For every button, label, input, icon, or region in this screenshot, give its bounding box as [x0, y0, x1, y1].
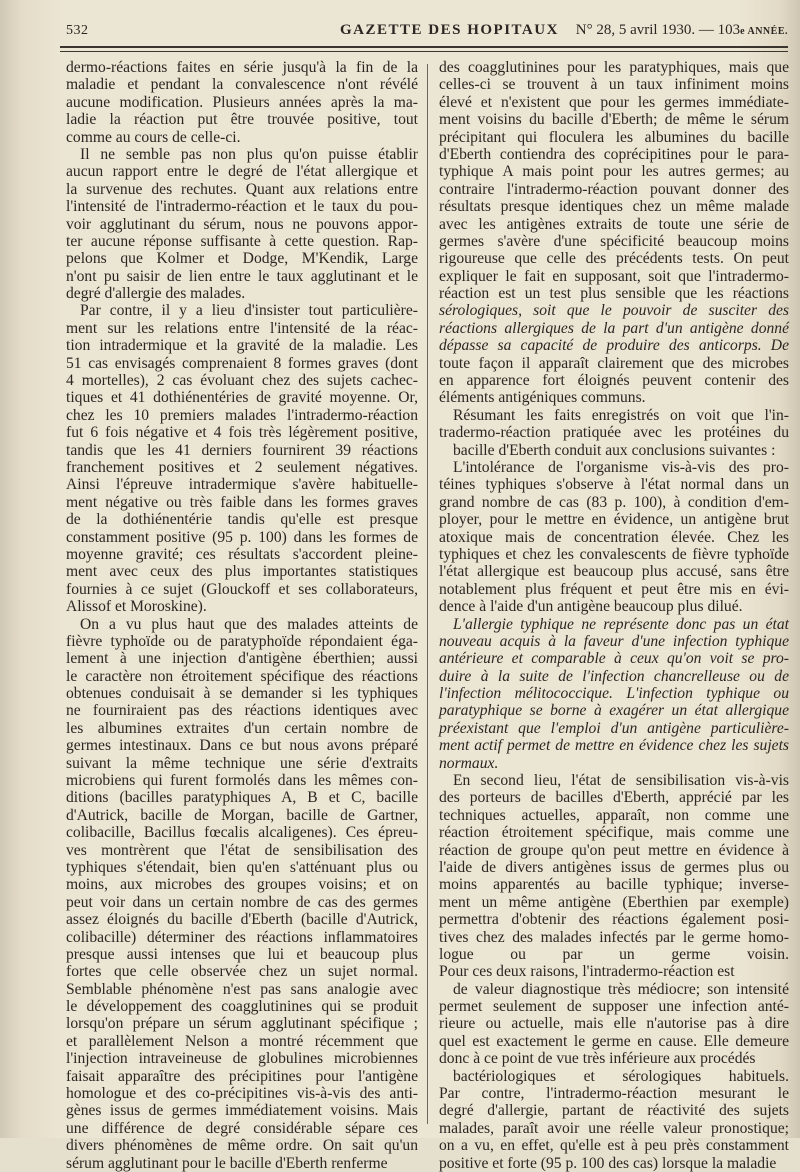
text-line: élevé et n'existent que pour les germes immédiate- — [439, 93, 789, 111]
journal-title: GAZETTE DES HOPITAUX — [340, 22, 559, 38]
text-line: moins apparentés au bacille typhique; inverse- — [439, 876, 789, 894]
text-line: constamment positive (95 p. 100) dans les formes de — [66, 528, 418, 546]
column-divider — [427, 64, 428, 1124]
text-line: ment actif permet de mettre en évidence chez les sujets — [439, 737, 789, 755]
text-line: atoxique mais de concentration élevée. Chez les — [439, 528, 789, 546]
text-line: donc à ce point de vue très inférieure aux procédés — [439, 1050, 756, 1068]
issue-info — [576, 22, 788, 39]
text-line: chez les 10 premiers malades l'intradermo-réaction — [66, 406, 418, 424]
text-line: l'état allergique est beaucoup plus accusé, sans être — [439, 563, 789, 581]
text-line: de valeur diagnostique très médiocre; son intensité — [453, 980, 789, 998]
text-line: dermo-réactions faites en série jusqu'à la fin de la — [66, 59, 418, 76]
text-line: sérum agglutinant pour le bacille d'Eberth renferme — [66, 1154, 388, 1172]
text-line: notablement plus fréquent et peut être mis en évi- — [439, 580, 789, 598]
text-line: contraire l'intradermo-réaction pouvant donner des — [439, 180, 789, 198]
text-line: typhique A mais point pour les autres germes; au — [439, 163, 789, 181]
text-line: fut 6 fois négative et 4 fois très légèrement positive, — [66, 424, 418, 442]
header-rule-thick — [60, 46, 788, 48]
text-line: n'ont pu saisir de lien entre le taux agglutinant et le — [66, 267, 418, 285]
text-line: germes intestinaux. Dans ce but nous avons préparé — [66, 737, 418, 755]
text-line: avec les antigènes extraits de toute une série de — [439, 215, 789, 233]
text-line: quel est exactement le germe en cause. Elle demeure — [439, 1032, 789, 1050]
text-line: ditions (bacilles paratyphiques A, B et C, bacille — [66, 789, 418, 807]
text-line: lorsqu'on prépare un sérum agglutinant spécifique ; — [66, 1015, 418, 1033]
text-line: ladie la réaction put être trouvée positive, tout — [66, 111, 418, 129]
text-line: ment négative ou très faible dans les formes graves — [66, 493, 418, 511]
header-rule-thin — [60, 51, 788, 52]
left-column — [66, 59, 418, 1172]
text-line: l'aide de divers antigènes issus de germes plus ou — [439, 858, 789, 876]
text-line: peut voir dans un certain nombre de cas des germes — [66, 893, 418, 911]
text-line: une différence de degré considérable sépare ces — [66, 1119, 418, 1137]
text-line: Par contre, l'intradermo-réaction mesurant le — [439, 1085, 789, 1103]
text-line: voir agglutinant du sérum, nous ne pouvons appor- — [66, 215, 418, 233]
issue-date: N° 28, 5 avril 1930. — 103 — [575, 22, 741, 38]
text-line: paratyphique se borne à exagérer un état allergique — [439, 702, 789, 720]
text-line: 4 mortelles), 2 cas évoluant chez des sujets cachec- — [66, 372, 418, 390]
text-line: malades, paraît avoir une réelle valeur pronostique; — [439, 1119, 789, 1137]
text-line: réaction étroitement spécifique, mais comme une — [439, 824, 789, 842]
text-line: duire à la suite de l'infection chancrelleuse ou de — [439, 667, 789, 685]
text-line: permettra d'obtenir des réactions également posi- — [439, 911, 789, 929]
text-line: bacille d'Eberth conduit aux conclusions suivantes : — [453, 441, 776, 459]
text-line: antérieure et comparable à ceux qu'on voit se pro- — [439, 650, 789, 668]
text-line: colibacille, Bacillus fœcalis alcaligenes). Ces épreu- — [66, 824, 418, 842]
text-line: En second lieu, l'état de sensibilisation vis-à-vis — [453, 772, 789, 790]
text-line: germes s'avère d'une spécificité beaucoup moins — [439, 232, 789, 250]
text-line: Il ne semble pas non plus qu'on puisse établir — [80, 145, 418, 163]
text-line: des coagglutinines pour les paratyphiques, mais que — [439, 59, 789, 76]
text-line: précipitant qui floculera les albumines du bacille — [439, 128, 789, 146]
text-line: rieure ou actuelle, mais elle n'autorise pas à dire — [439, 1015, 789, 1033]
text-line: presque aussi intenses que lui et beaucoup plus — [66, 945, 418, 963]
text-line: aucun rapport entre le degré de l'état allergique et — [66, 163, 418, 181]
text-line: réaction de groupe qu'on peut mettre en évidence à — [439, 841, 789, 859]
text-line: Par contre, il y a lieu d'insister tout particulière- — [80, 302, 418, 320]
text-line: degré d'allergie, partant de réactivité des sujets — [439, 1102, 789, 1120]
text-line: techniques actuelles, apparaît, non comme une — [439, 806, 789, 824]
text-line: Semblable phénomène n'est pas sans analogie avec — [66, 980, 418, 998]
text-line: préexistant que l'emploi d'un antigène particulière- — [439, 719, 789, 737]
text-line: L'intolérance de l'organisme vis-à-vis des pro- — [453, 458, 789, 476]
text-line: lement à une injection d'antigène éberthien; aussi — [66, 650, 418, 668]
text-line: les albumines extraites d'un certain nombre de — [66, 719, 418, 737]
text-line: le caractère non étroitement spécifique des réactions — [66, 667, 418, 685]
text-line: 51 cas envisagés comprenaient 8 formes graves (dont — [66, 354, 418, 372]
text-line: grand nombre de cas (83 p. 100), à condition d'em- — [439, 493, 789, 511]
text-line: rigoureuse que celle des précédents tests. On peut — [439, 250, 789, 268]
text-line: On a vu plus haut que des malades atteints de — [80, 615, 418, 633]
text-line: en apparence fort éloignés peuvent contenir des — [439, 372, 789, 390]
text-line: expliquer le fait en supposant, soit que l'intradermo- — [439, 267, 789, 285]
text-line: positive et forte (95 p. 100 des cas) lorsque la maladie — [439, 1154, 777, 1172]
issue-year-suffix: e ANNÉE. — [740, 26, 788, 37]
text-line: assez éloignés du bacille d'Eberth (bacille d'Autrick, — [66, 911, 418, 929]
text-line: de la dothiénentérie tandis qu'elle est presque — [66, 511, 418, 529]
text-line: ployer, pour le mettre en évidence, un antigène brut — [439, 511, 789, 529]
text-line: nouveau acquis à la faveur d'une infection typhique — [439, 632, 789, 650]
text-line: typhiques et chez les convalescents de fièvre typhoïde — [439, 545, 789, 563]
text-line: Ainsi l'épreuve intradermique s'avère habituelle- — [66, 476, 418, 494]
text-line: Résumant les faits enregistrés on voit que l'in- — [453, 406, 789, 424]
text-line: moyenne gravité; ces résultats s'accordent pleine- — [66, 545, 418, 563]
text-line: on a vu, en effet, qu'elle est à peu près constamment — [439, 1137, 789, 1155]
text-line: typhiques s'étendait, bien qu'en s'atténuant plus ou — [66, 858, 418, 876]
text-line: degré d'allergie des malades. — [66, 285, 246, 303]
text-line: toute façon il apparaît clairement que des microbes — [439, 354, 789, 372]
text-line: tandis que les 41 derniers fournirent 39 réactions — [66, 441, 418, 459]
text-line: l'infection mélitococcique. L'infection typhique ou — [439, 685, 789, 703]
text-line: tion intradermique et la gravité de la maladie. Les — [66, 337, 418, 355]
text-line: fournies à ce sujet (Glouckoff et ses collaborateurs, — [66, 580, 418, 598]
text-line: divers phénomènes de même ordre. On sait qu'un — [66, 1137, 418, 1155]
right-column — [439, 59, 789, 1172]
text-line: colibacille) déterminer des réactions inflammatoires — [66, 928, 418, 946]
text-line: sérologiques, soit que le pouvoir de susciter des — [439, 302, 789, 320]
text-line: Pour ces deux raisons, l'intradermo-réaction est — [439, 963, 735, 981]
page-header — [58, 20, 788, 42]
text-line: d'Autrick, bacille de Morgan, bacille de Gartner, — [66, 806, 418, 824]
text-line: tives chez des malades infectés par le germe homo- — [439, 928, 789, 946]
text-line: tiques et 41 dothiénentéries de gravité moyenne. Or, — [66, 389, 418, 407]
text-line: comme au cours de celle-ci. — [66, 128, 241, 146]
text-line: tradermo-réaction pratiquée avec les protéines du — [439, 424, 789, 442]
text-line: pelons que Kolmer et Dodge, M'Kendik, Large — [66, 250, 418, 268]
text-line: moins, aux microbes des groupes voisins; et on — [66, 876, 418, 894]
text-line: suivant la même technique une série d'extraits — [66, 754, 418, 772]
text-line: dépasse sa capacité de produire des anticorps. De — [439, 337, 789, 355]
text-line: ves montrèrent que l'état de sensibilisation des — [66, 841, 418, 859]
text-line: bactériologiques et sérologiques habituels. — [453, 1067, 789, 1085]
text-line: maladie et pendant la convalescence n'ont révélé — [66, 76, 418, 94]
text-line: obtenues conduisait à se demander si les typhiques — [66, 685, 418, 703]
text-line: l'injection intraveineuse de globulines microbiennes — [66, 1050, 418, 1068]
text-line: fortes que celle observée chez un sujet normal. — [66, 963, 418, 981]
text-line: et parallèlement Nelson a montré récemment que — [66, 1032, 418, 1050]
text-line: Alissof et Moroskine). — [66, 598, 207, 616]
text-line: gènes issus de germes immédiatement voisins. Mais — [66, 1102, 418, 1120]
text-line: ment sur les relations entre l'intensité de la réac- — [66, 319, 418, 337]
text-line: réaction est un test plus sensible que les réactions — [439, 285, 789, 303]
text-line: fièvre typhoïde ou de paratyphoïde répondaient éga- — [66, 632, 418, 650]
text-line: dence à l'aide d'un antigène beaucoup plus dilué. — [439, 598, 743, 616]
text-line: L'allergie typhique ne représente donc pas un état — [453, 615, 789, 633]
text-line: réactions allergiques de la part d'un antigène donné — [439, 319, 789, 337]
text-line: celles-ci se trouvent à un taux infiniment moins — [439, 76, 789, 94]
text-line: ment voisins du bacille d'Eberth; de même le sérum — [439, 111, 789, 129]
text-line: éléments antigéniques communs. — [439, 389, 646, 407]
text-line: aucune modification. Plusieurs années après la ma- — [66, 93, 418, 111]
page-number: 532 — [66, 23, 89, 38]
text-line: l'intensité de l'intradermo-réaction et le taux du pou- — [66, 198, 418, 216]
text-line: logue ou par un germe voisin. — [439, 945, 789, 963]
text-line: franchement positives et 2 seulement négatives. — [66, 458, 418, 476]
text-line: le développement des coagglutinines qui se produit — [66, 998, 418, 1016]
text-line: téines typhiques s'observe à l'état normal dans un — [439, 476, 789, 494]
text-line: la survenue des rechutes. Quant aux relations entre — [66, 180, 418, 198]
text-line: ment avec ceux des plus importantes statistiques — [66, 563, 418, 581]
text-line: d'Eberth contiendra des coprécipitines pour le para- — [439, 145, 789, 163]
text-line: ne fourniraient pas des réactions identiques avec — [66, 702, 418, 720]
text-line: homologue et des co-précipitines vis-à-vis des anti- — [66, 1085, 418, 1103]
text-line: faisait apparaître des précipitines pour l'antigène — [66, 1067, 418, 1085]
text-line: ment un même antigène (Eberthien par exemple) — [439, 893, 789, 911]
text-line: permet seulement de supposer une infection anté- — [439, 998, 789, 1016]
text-line: résultats presque identiques chez un même malade — [439, 198, 789, 216]
text-line: des porteurs de bacilles d'Eberth, apprécié par les — [439, 789, 789, 807]
text-line: normaux. — [439, 754, 499, 772]
text-line: microbiens qui furent formolés dans les mêmes con- — [66, 772, 418, 790]
text-line: ter aucune réponse suffisante à cette question. Rap- — [66, 232, 418, 250]
